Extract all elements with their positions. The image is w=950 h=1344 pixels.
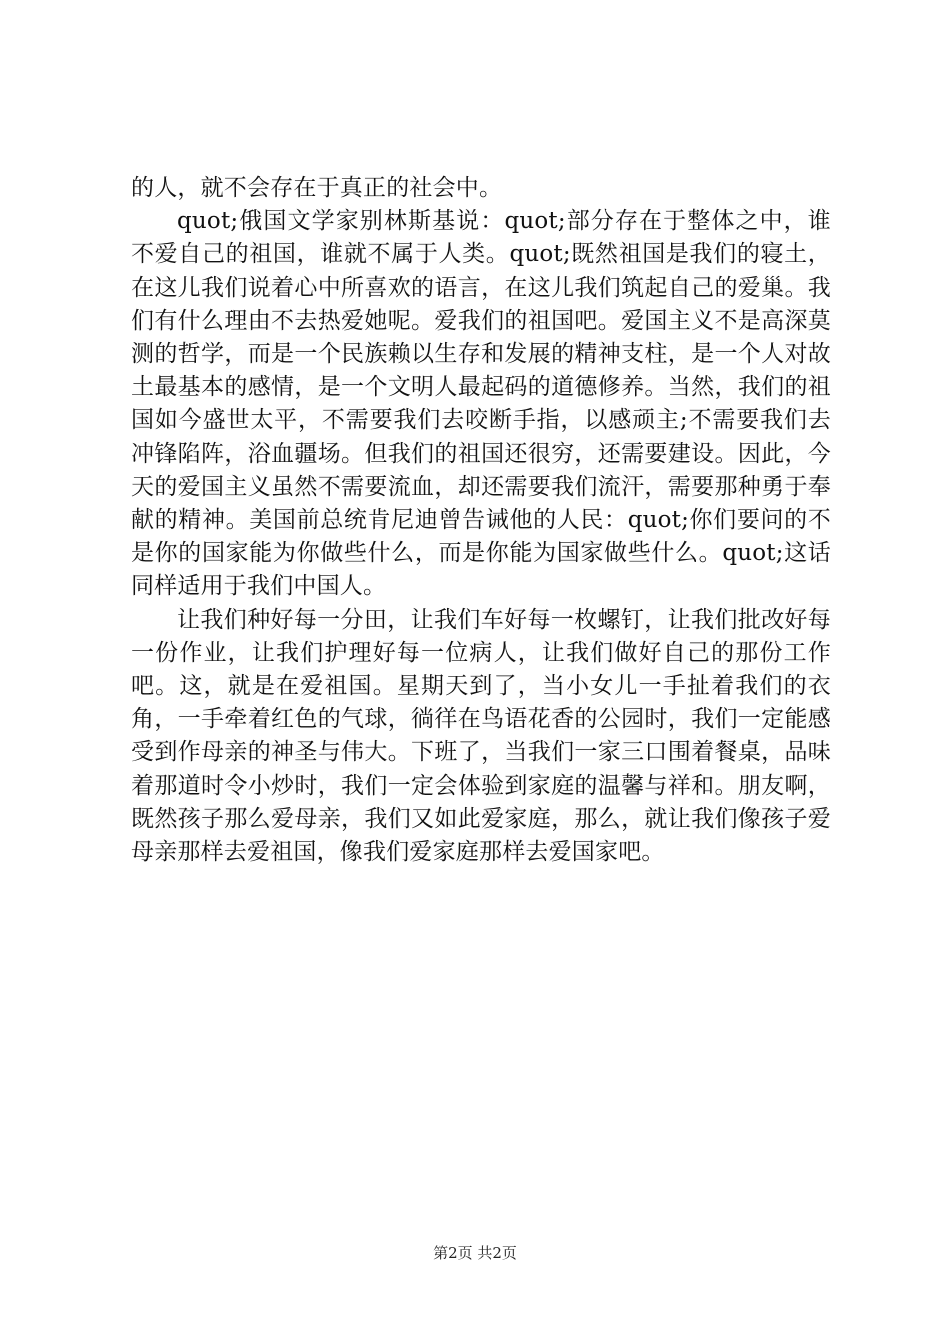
paragraph-belinsky-quote: quot;俄国文学家别林斯基说：quot;部分存在于整体之中，谁不爱自己的祖国，谁就不属于人类。quot;既然祖国是我们的寝土，在这儿我们说着心中所喜欢的语言，在这儿我们筑起自己的爱巢。我们有什么理由不去热爱她呢。爱我们的祖国吧。爱国主义不是高深莫测的哲学，而是一个民族赖以生存和发展的精神支柱，是一个人对故土最基本的感情，是一个文明人最起码的道德修养。当然，我们的祖国如今盛世太平，不需要我们去咬断手指，以感顽主;不需要我们去冲锋陷阵，浴血疆场。但我们的祖国还很穷，还需要建设。因此，今天的爱国主义虽然不需要流血，却还需要我们流汗，需要那种勇于奉献的精神。美国前总统肯尼迪曾告诫他的人民：quot;你们要问的不是你的国家能为你做些什么，而是你能为国家做些什么。quot;这话同样适用于我们中国人。 <box>131 208 831 600</box>
page-footer: 第2页 共2页 <box>433 1244 517 1262</box>
document-body <box>131 172 831 869</box>
paragraph-continuation: 的人，就不会存在于真正的社会中。 <box>131 175 503 201</box>
paragraph-love-motherland: 让我们种好每一分田，让我们车好每一枚螺钉，让我们批改好每一份作业，让我们护理好每一位病人，让我们做好自己的那份工作吧。这，就是在爱祖国。星期天到了，当小女儿一手扯着我们的衣角，一手牵着红色的气球，徜徉在鸟语花香的公园时，我们一定能感受到作母亲的神圣与伟大。下班了，当我们一家三口围着餐桌，品味着那道时令小炒时，我们一定会体验到家庭的温馨与祥和。朋友啊，既然孩子那么爱母亲，我们又如此爱家庭，那么，就让我们像孩子爱母亲那样去爱祖国，像我们爱家庭那样去爱国家吧。 <box>131 606 831 866</box>
